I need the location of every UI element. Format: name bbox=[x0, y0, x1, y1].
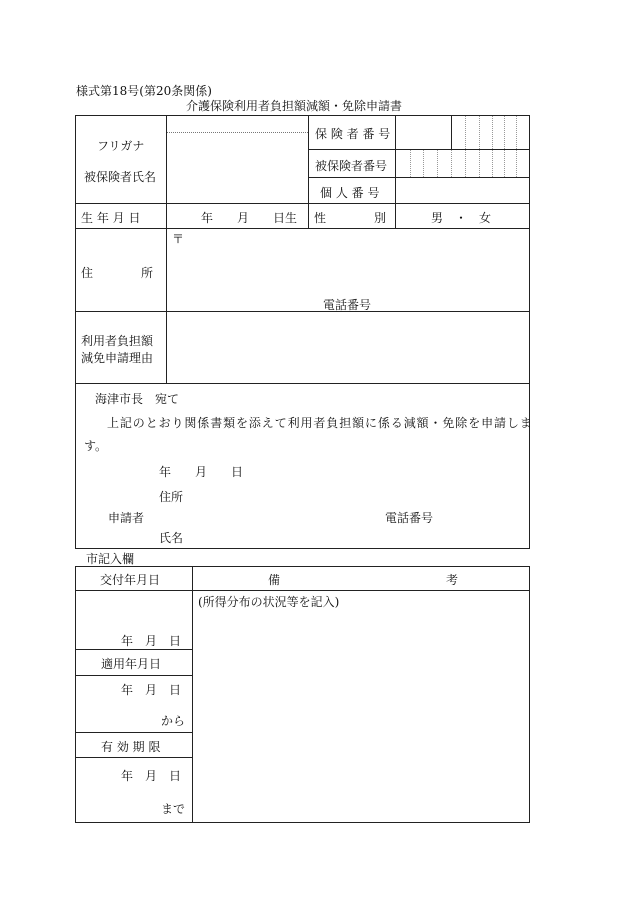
address-label: 住 所 bbox=[81, 266, 154, 280]
postal-mark: 〒 bbox=[172, 232, 185, 246]
declaration-phone-label: 電話番号 bbox=[385, 511, 434, 525]
issue-date-label: 交付年月日 bbox=[100, 573, 161, 587]
declaration-body-line1: 上記のとおり関係書類を添えて利用者負担額に係る減額・免除を申請しま bbox=[107, 416, 533, 430]
remarks-note: (所得分布の状況等を記入) bbox=[198, 595, 340, 609]
declaration-address-label: 住所 bbox=[159, 490, 184, 504]
remarks-label-right: 考 bbox=[446, 573, 459, 587]
remarks-label-left: 備 bbox=[268, 573, 281, 587]
form-title: 介護保険利用者負担額減額・免除申請書 bbox=[186, 99, 403, 113]
from-label: から bbox=[161, 714, 186, 728]
applied-date-label: 適用年月日 bbox=[101, 657, 162, 671]
form-number: 様式第18号(第20条関係) bbox=[76, 84, 212, 98]
addressee: 海津市長 宛て bbox=[95, 392, 180, 406]
applied-date-value: 年 月 日 bbox=[121, 683, 182, 697]
gender-value: 男 ・ 女 bbox=[431, 211, 492, 225]
declaration-date: 年 月 日 bbox=[159, 465, 244, 479]
applicant-label: 申請者 bbox=[108, 511, 145, 525]
validity-value: 年 月 日 bbox=[121, 769, 182, 783]
phone-label: 電話番号 bbox=[323, 298, 372, 312]
gender-label: 性 別 bbox=[314, 211, 387, 225]
insured-name-label: 被保険者氏名 bbox=[84, 170, 157, 184]
reason-label-line2: 減免申請理由 bbox=[81, 351, 154, 365]
until-label: まで bbox=[161, 802, 186, 816]
insurer-number-label: 保 険 者 番 号 bbox=[315, 127, 391, 141]
office-section-caption: 市記入欄 bbox=[86, 552, 135, 566]
issue-date-value: 年 月 日 bbox=[121, 634, 182, 648]
insured-number-label: 被保険者番号 bbox=[315, 159, 388, 173]
reason-label-line1: 利用者負担額 bbox=[81, 334, 154, 348]
birthdate-value: 年 月 日生 bbox=[201, 211, 298, 225]
personal-number-label: 個 人 番 号 bbox=[320, 186, 380, 200]
declaration-name-label: 氏名 bbox=[159, 531, 184, 545]
validity-label: 有 効 期 限 bbox=[101, 740, 161, 754]
birthdate-label: 生 年 月 日 bbox=[81, 211, 141, 225]
declaration-body-line2: す。 bbox=[84, 439, 108, 453]
furigana-label: フリガナ bbox=[97, 139, 145, 153]
